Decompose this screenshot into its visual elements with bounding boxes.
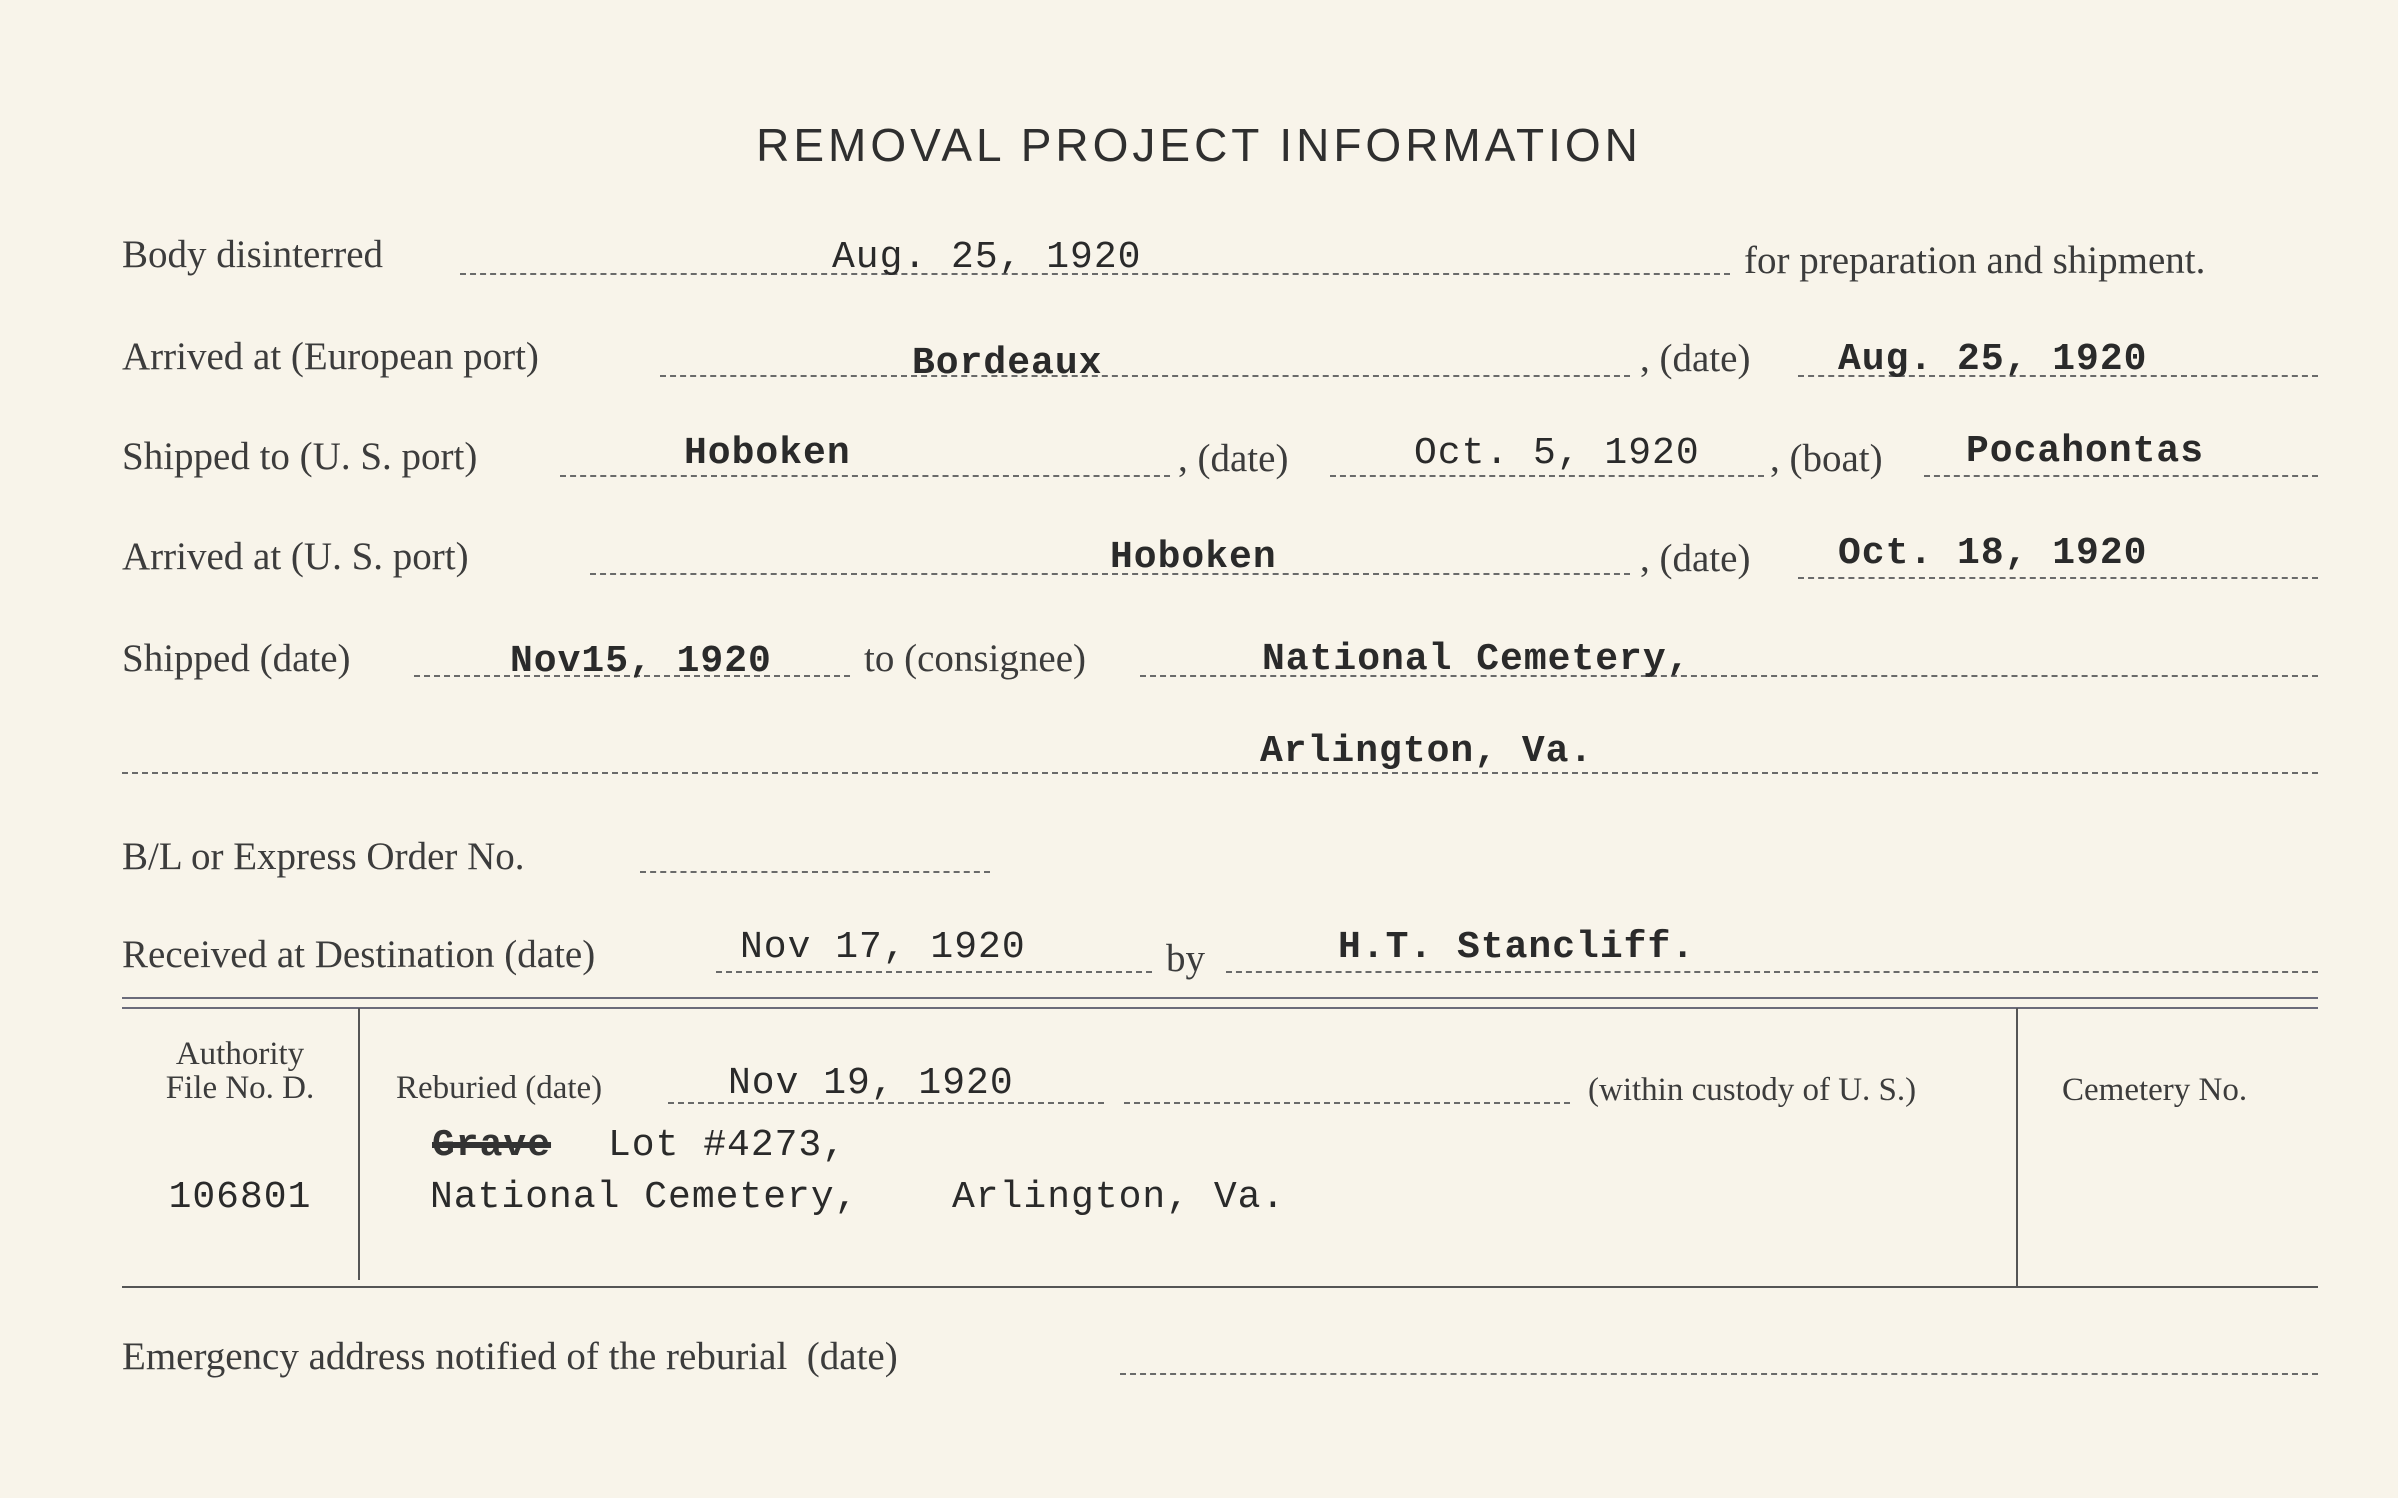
shipped-us-boat: Pocahontas <box>1966 430 2205 473</box>
shipped-us-boat-label: , (boat) <box>1770 437 1883 480</box>
shipped-us-date: Oct. 5, 1920 <box>1414 432 1700 475</box>
shipped-us-port: Hoboken <box>684 432 851 475</box>
shipped-us-label: Shipped to (U. S. port) <box>122 435 478 478</box>
arrived-european-port: Bordeaux <box>912 342 1103 385</box>
reburied-extra-line <box>1124 1102 1570 1104</box>
body-disinterred-suffix: for preparation and shipment. <box>1744 239 2206 282</box>
cemetery-no-label: Cemetery No. <box>2062 1072 2248 1108</box>
bl-line <box>640 871 990 873</box>
reburied-date: Nov 19, 1920 <box>728 1062 1014 1105</box>
arrived-us-date-line <box>1798 577 2318 579</box>
shipped-us-port-line <box>560 475 1170 477</box>
authority-label-2: File No. D. <box>165 1070 315 1106</box>
shipped-consignee-label: to (consignee) <box>864 637 1087 680</box>
page-title: REMOVAL PROJECT INFORMATION <box>756 119 1642 171</box>
received-by: H.T. Stancliff. <box>1338 926 1696 969</box>
arrived-us-port: Hoboken <box>1110 536 1277 579</box>
bl-label: B/L or Express Order No. <box>122 835 525 878</box>
received-by-label: by <box>1166 937 1205 980</box>
authority-label-1: Authority <box>175 1036 305 1072</box>
box-divider-left <box>358 1008 360 1280</box>
location-cemetery: National Cemetery, <box>430 1176 859 1219</box>
shipped-consignee-line-2: Arlington, Va. <box>1260 730 1594 773</box>
consignee-continuation-line <box>122 772 2318 774</box>
box-divider-right <box>2016 1008 2018 1286</box>
shipped-us-boat-line <box>1924 475 2318 477</box>
arrived-european-label: Arrived at (European port) <box>122 335 539 378</box>
custody-note: (within custody of U. S.) <box>1588 1072 1917 1108</box>
location-city: Arlington, Va. <box>952 1176 1286 1219</box>
shipped-us-date-line <box>1330 475 1764 477</box>
shipped-date-label: Shipped (date) <box>122 637 351 680</box>
reburied-label: Reburied (date) <box>396 1070 603 1106</box>
arrived-european-port-line <box>660 375 1630 377</box>
arrived-european-date-label: , (date) <box>1640 337 1751 380</box>
arrived-us-date: Oct. 18, 1920 <box>1838 532 2148 575</box>
arrived-us-label: Arrived at (U. S. port) <box>122 535 469 578</box>
box-top-rule-1 <box>122 997 2318 999</box>
body-disinterred-value: Aug. 25, 1920 <box>832 236 1142 279</box>
lot-number: Lot #4273, <box>608 1124 847 1167</box>
body-disinterred-label: Body disinterred <box>122 233 384 276</box>
shipped-us-date-label: , (date) <box>1178 437 1289 480</box>
received-date-line <box>716 971 1152 973</box>
arrived-us-date-label: , (date) <box>1640 537 1751 580</box>
received-label: Received at Destination (date) <box>122 933 596 976</box>
authority-file-number: 106801 <box>168 1176 312 1219</box>
emergency-label: Emergency address notified of the reburial (date) <box>122 1335 898 1378</box>
arrived-european-date: Aug. 25, 1920 <box>1838 338 2148 381</box>
received-by-line <box>1226 971 2318 973</box>
shipped-consignee-line-1: National Cemetery, <box>1262 638 1691 681</box>
box-top-rule-2 <box>122 1007 2318 1009</box>
shipped-date: Nov15, 1920 <box>510 640 772 683</box>
box-bottom-rule <box>122 1286 2318 1288</box>
emergency-line <box>1120 1373 2318 1375</box>
received-date: Nov 17, 1920 <box>740 926 1026 969</box>
struck-grave-text: Grave <box>432 1124 552 1167</box>
